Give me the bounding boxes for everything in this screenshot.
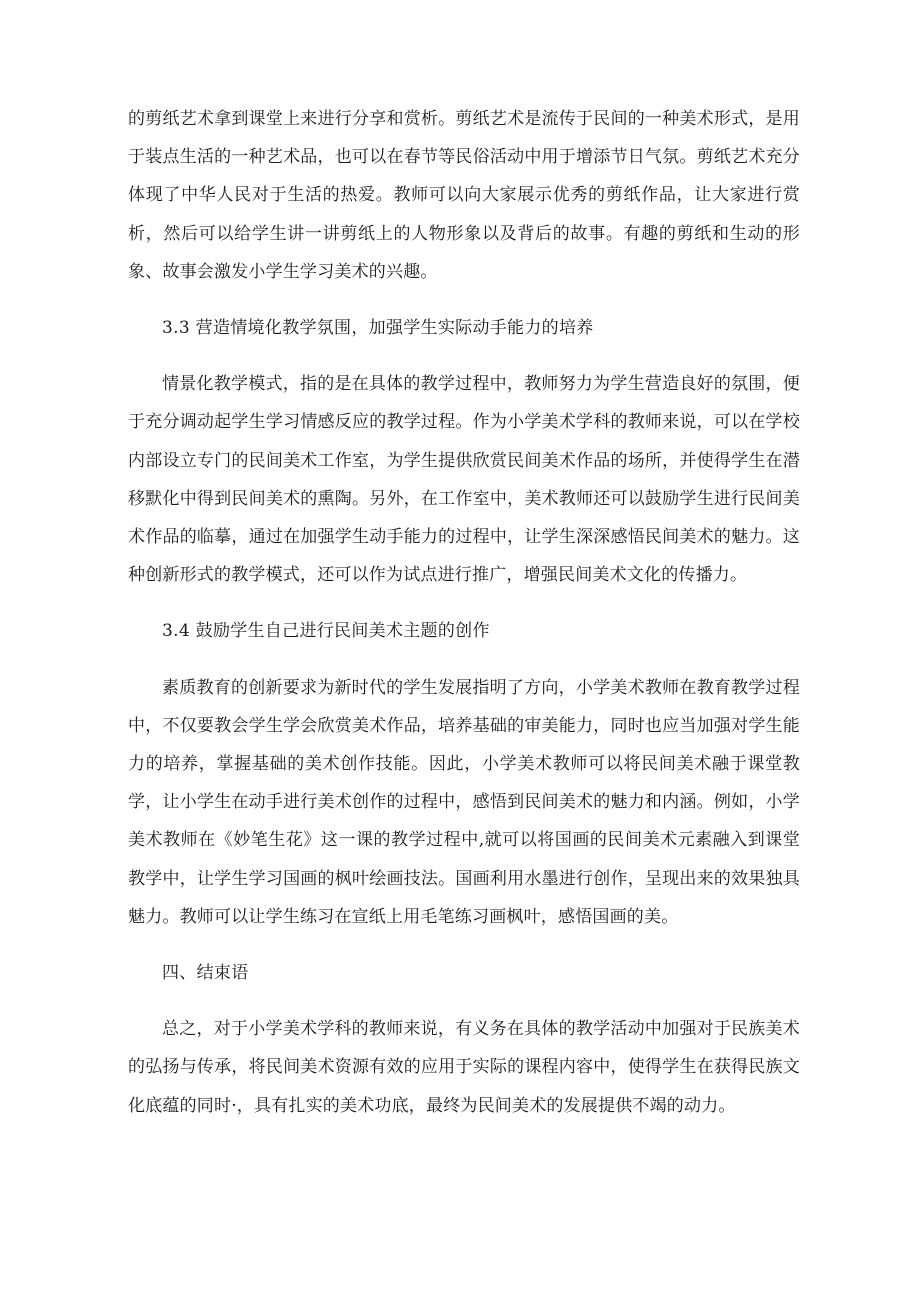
- section-heading-conclusion: 四、结束语: [162, 963, 249, 984]
- paragraph-student-creation: 素质教育的创新要求为新时代的学生发展指明了方向，小学美术教师在教育教学过程中，不仅要教会学生学会欣赏美术作品，培养基础的审美能力，同时也应当加强对学生能力的培养，掌握基础的美术创作技能。因此，小学美术教师可以将民间美术融于课堂教学，让小学生在动手进行美术创作的过程中，感悟到民间美术的魅力和内涵。例如，小学美术教师在《妙笔生花》这一课的教学过程中,就可以将国画的民间美术元素融入到课堂教学中，让学生学习国画的枫叶绘画技法。国画利用水墨进行创作，呈现出来的效果独具魅力。教师可以让学生练习在宣纸上用毛笔练习画枫叶，感悟国画的美。: [128, 677, 800, 927]
- paragraph-gap: [128, 291, 800, 309]
- paragraph-gap: [128, 651, 800, 669]
- paragraph-situational-teaching: 情景化教学模式，指的是在具体的教学过程中，教师努力为学生营造良好的氛围，便于充分调动起学生学习情感反应的教学过程。作为小学美术学科的教师来说，可以在学校内部设立专门的民间美术工作室，为学生提供欣赏民间美术作品的场所，并使得学生在潜移默化中得到民间美术的熏陶。另外，在工作室中，美术教师还可以鼓励学生进行民间美术作品的临摹，通过在加强学生动手能力的过程中，让学生深深感悟民间美术的魅力。这种创新形式的教学模式，还可以作为试点进行推广，增强民间美术文化的传播力。: [128, 374, 800, 586]
- paragraph-gap: [128, 594, 800, 612]
- paragraph-gap: [128, 936, 800, 954]
- paragraph-conclusion: 总之，对于小学美术学科的教师来说，有义务在具体的教学活动中加强对于民族美术的弘扬与传承，将民间美术资源有效的应用于实际的课程内容中，使得学生在获得民族文化底蕴的同时·，具有扎实的美术功底，最终为民间美术的发展提供不竭的动力。: [128, 1019, 800, 1116]
- paragraph-gap: [128, 992, 800, 1010]
- section-heading-3-4: 3.4 鼓励学生自己进行民间美术主题的创作: [162, 621, 490, 642]
- paragraph-papercut-art: 的剪纸艺术拿到课堂上来进行分享和赏析。剪纸艺术是流传于民间的一种美术形式，是用于装点生活的一种艺术品，也可以在春节等民俗活动中用于增添节日气氛。剪纸艺术充分体现了中华人民对于生活的热爱。教师可以向大家展示优秀的剪纸作品，让大家进行赏析，然后可以给学生讲一讲剪纸上的人物形象以及背后的故事。有趣的剪纸和生动的形象、故事会激发小学生学习美术的兴趣。: [128, 109, 800, 282]
- document-body: [128, 100, 800, 1125]
- paragraph-gap: [128, 347, 800, 365]
- section-heading-3-3: 3.3 营造情境化教学氛围，加强学生实际动手能力的培养: [162, 318, 594, 339]
